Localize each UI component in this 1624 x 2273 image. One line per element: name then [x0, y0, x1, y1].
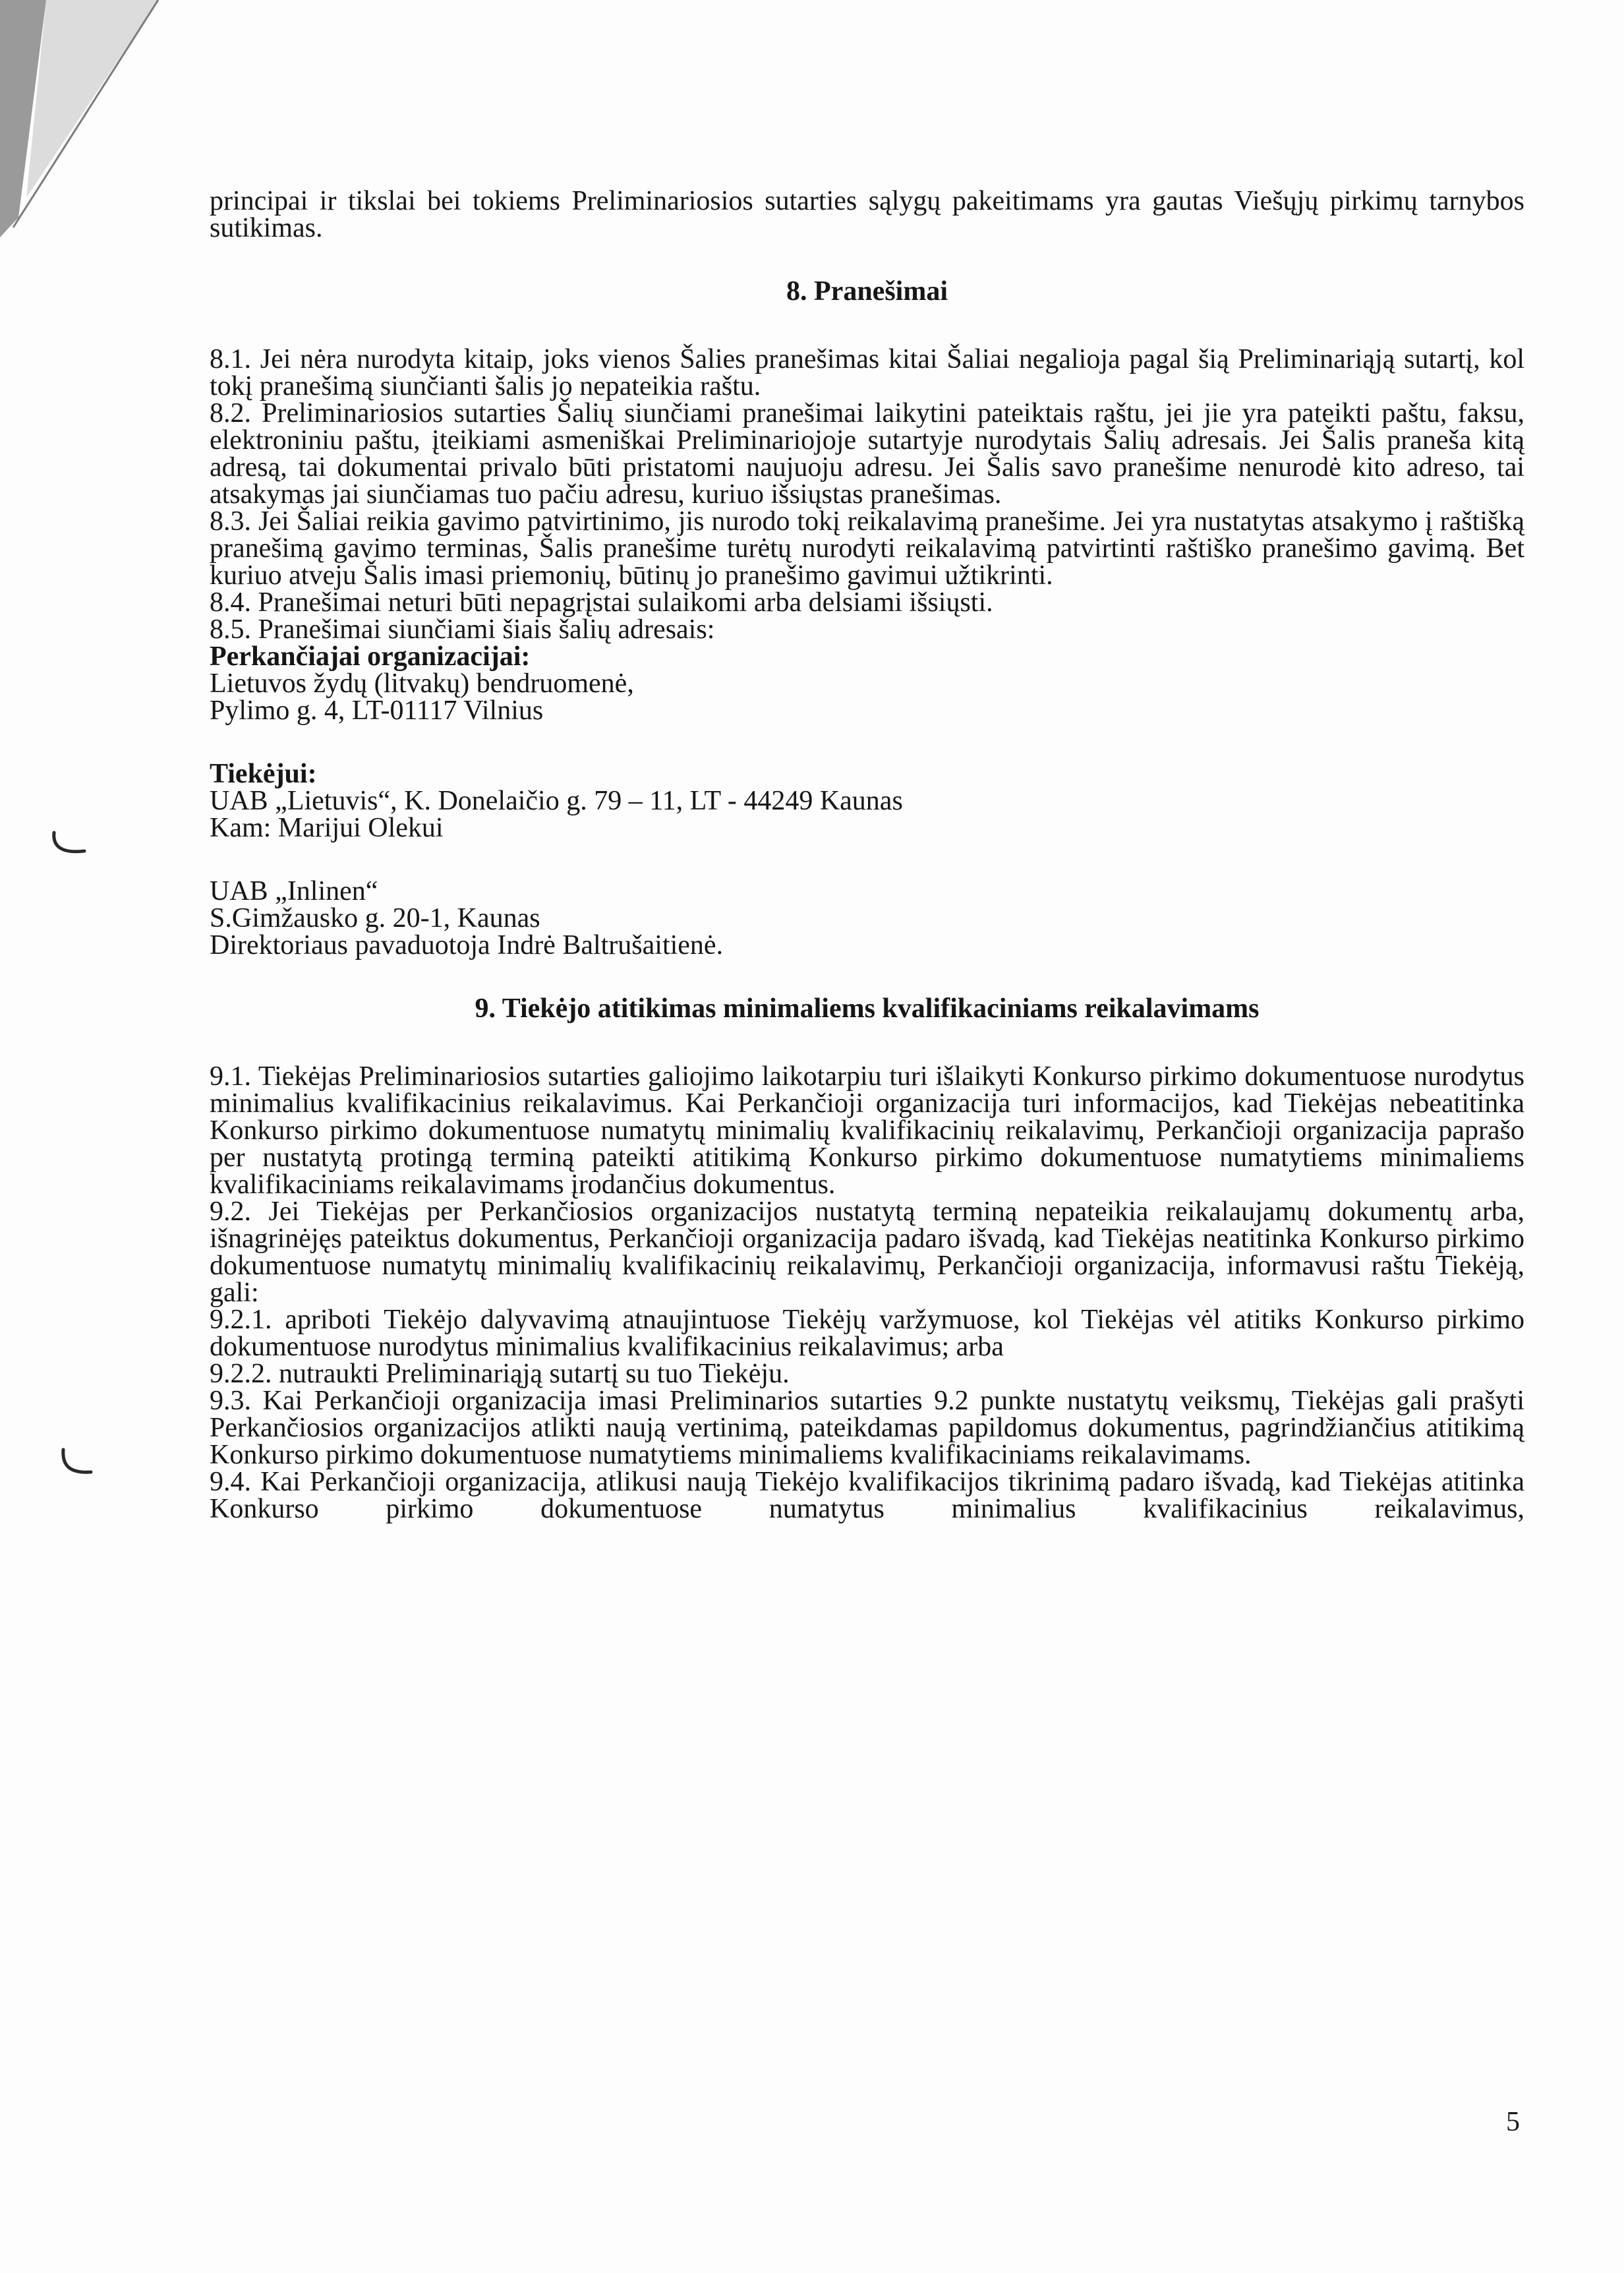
purchaser-address: Pylimo g. 4, LT-01117 Vilnius	[210, 695, 544, 726]
document-body	[210, 188, 1524, 1523]
page-number: 5	[1506, 2107, 1520, 2137]
margin-pen-mark	[57, 1447, 103, 1480]
supplier-attention: Kam: Marijui Olekui	[210, 813, 444, 843]
section-heading-8: 8. Pranešimai	[786, 276, 948, 307]
supplier-address-2: S.Gimžausko g. 20-1, Kaunas	[210, 903, 540, 933]
paragraph-8-2: 8.2. Preliminariosios sutarties Šalių siunčiami pranešimai laikytini pateiktais raštu, jei jie yra pateikti paštu, faksu, elektroniniu paštu, įteikiami asmeniškai Preliminariojoje sutartyje nurodytais Šalių adresais. Jei Šalis praneša kitą adresą, tai dokumentai privalo būti pristatomi naujuoju adresu. Jei Šalis savo pranešime nenurodė kito adreso, tai atsakymas jai siunčiamas tuo pačiu adresu, kuriuo išsiųstas pranešimas.	[210, 398, 1524, 510]
scan-corner-shadow	[0, 0, 171, 237]
purchaser-name: Lietuvos žydų (litvakų) bendruomenė,	[210, 668, 634, 699]
supplier-company-2: UAB „Inlinen“	[210, 876, 378, 906]
paragraph-9-1: 9.1. Tiekėjas Preliminariosios sutarties galiojimo laikotarpiu turi išlaikyti Konkurso pirkimo dokumentuose nurodytus minimalius kvalifikacinius reikalavimus. Kai Perkančioji organizacija turi informacijos, kad Tiekėjas nebeatitinka Konkurso pirkimo dokumentuose numatytų minimalių kvalifikacinių reikalavimų, Perkančioji organizacija paprašo per nustatytą protingą terminą pateikti atitikimą Konkurso pirkimo dokumentuose numatytiems minimaliems kvalifikaciniams reikalavimams įrodančius dokumentus.	[210, 1061, 1524, 1200]
paragraph-8-1: 8.1. Jei nėra nurodyta kitaip, joks vienos Šalies pranešimas kitai Šaliai negalioja pagal šią Preliminariąją sutartį, kol tokį pranešimą siunčianti šalis jo nepateikia raštu.	[210, 344, 1524, 401]
supplier-label: Tiekėjui:	[210, 759, 317, 789]
paragraph-8-4: 8.4. Pranešimai neturi būti nepagrįstai sulaikomi arba delsiami išsiųsti.	[210, 587, 993, 618]
paragraph-9-2-1: 9.2.1. apriboti Tiekėjo dalyvavimą atnaujintuose Tiekėjų varžymuose, kol Tiekėjas vėl atitiks Konkurso pirkimo dokumentuose nurodytus minimalius kvalifikacinius reikalavimus; arba	[210, 1305, 1524, 1362]
paragraph-9-2-2: 9.2.2. nutraukti Preliminariąją sutartį su tuo Tiekėju.	[210, 1359, 790, 1389]
paragraph-continuation: principai ir tikslai bei tokiems Preliminariosios sutarties sąlygų pakeitimams yra gautas Viešųjų pirkimų tarnybos sutikimas.	[210, 186, 1524, 243]
paragraph-9-3: 9.3. Kai Perkančioji organizacija imasi Preliminarios sutarties 9.2 punkte nustatytų veiksmų, Tiekėjas gali prašyti Perkančiosios organizacijos atlikti naują vertinimą, pateikdamas papildomus dokumentus, pagrindžiančius atitikimą Konkurso pirkimo dokumentuose numatytiems minimaliems kvalifikaciniams reikalavimams.	[210, 1386, 1524, 1470]
supplier-company-1: UAB „Lietuvis“, K. Donelaičio g. 79 – 11, LT - 44249 Kaunas	[210, 786, 903, 816]
supplier-contact-2: Direktoriaus pavaduotoja Indrė Baltrušaitienė.	[210, 930, 724, 960]
section-heading-9: 9. Tiekėjo atitikimas minimaliems kvalifikaciniams reikalavimams	[475, 993, 1260, 1024]
margin-pen-mark	[46, 827, 92, 860]
paragraph-9-4: 9.4. Kai Perkančioji organizacija, atlikusi naują Tiekėjo kvalifikacijos tikrinimą padaro išvadą, kad Tiekėjas atitinka Konkurso pirkimo dokumentuose numatytus minimalius kvalifikacinius reikalavimus,	[210, 1467, 1524, 1524]
paragraph-9-2: 9.2. Jei Tiekėjas per Perkančiosios organizacijos nustatytą terminą nepateikia reikalaujamų dokumentų arba, išnagrinėjęs pateiktus dokumentus, Perkančioji organizacija padaro išvadą, kad Tiekėjas neatitinka Konkurso pirkimo dokumentuose numatytų minimalių kvalifikacinių reikalavimų, Perkančioji organizacija, informavusi raštu Tiekėją, gali:	[210, 1196, 1524, 1308]
purchaser-label: Perkančiajai organizacijai:	[210, 641, 531, 672]
paragraph-8-5: 8.5. Pranešimai siunčiami šiais šalių adresais:	[210, 614, 715, 645]
paragraph-8-3: 8.3. Jei Šaliai reikia gavimo patvirtinimo, jis nurodo tokį reikalavimą pranešime. Jei yra nustatytas atsakymo į raštišką pranešimą gavimo terminas, Šalis pranešime turėtų nurodyti reikalavimą patvirtinti raštiško pranešimo gavimą. Bet kuriuo atveju Šalis imasi priemonių, būtinų jo pranešimo gavimui užtikrinti.	[210, 506, 1524, 591]
